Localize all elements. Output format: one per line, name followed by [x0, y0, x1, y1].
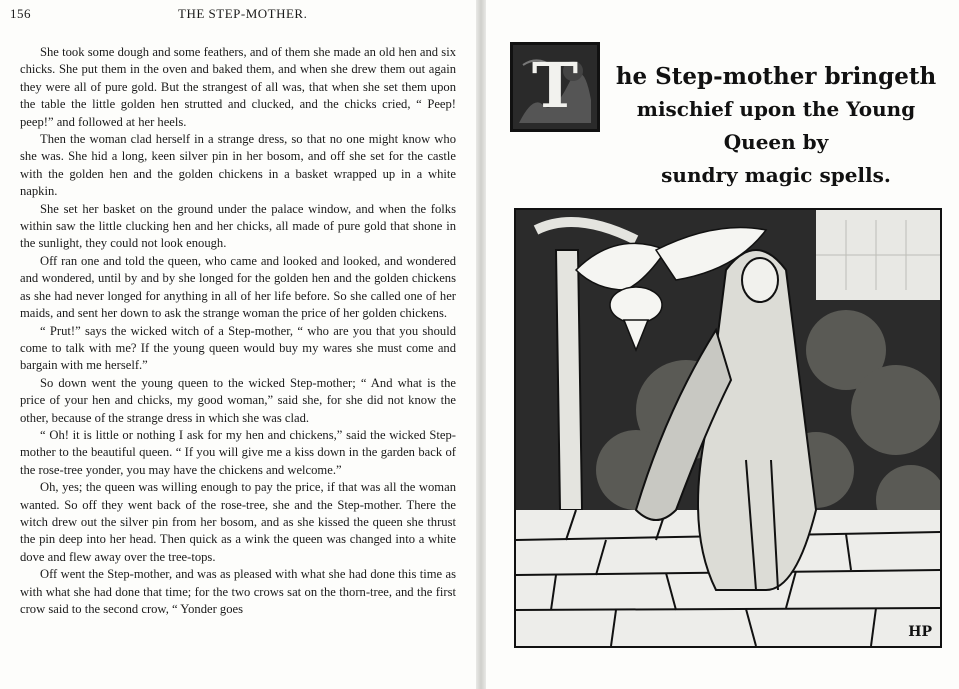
chapter-heading-text	[606, 60, 946, 192]
heading-line: sundry magic spells.	[661, 163, 891, 187]
paragraph: Off went the Step-mother, and was as pleased with what she had done this time as with what she had done that time; for the two crows sat on the thorn-tree, and the first crow said to the second crow, “ Yonder goes	[20, 567, 456, 616]
chapter-heading	[510, 42, 950, 187]
running-head-title: THE STEP-MOTHER.	[178, 6, 308, 21]
initial-ornament-icon	[513, 45, 597, 129]
paragraph: Oh, yes; the queen was willing enough to pay the price, if that was all the woman wanted. So off they went back of the rose-tree, she and the Step-mother. There the witch drew out the silver pin from her bosom, and as she kissed the queen she thrust the pin deep into her head. Then quick as a wink the queen was changed into a white dove and flew away over the tree-tops.	[20, 480, 456, 564]
decorated-initial	[510, 42, 600, 132]
heading-line: he Step-mother bringeth	[615, 63, 937, 90]
dropcap-letter: T	[531, 49, 579, 122]
illustration-artwork	[516, 210, 940, 646]
paragraph: “ Oh! it is little or nothing I ask for my hen and chickens,” said the wicked Step-mother to the beautiful queen. “ If you will give me a kiss down in the garden back of the rose-tree yonder, you may have the chickens and welcome.”	[20, 427, 456, 477]
paragraph: She set her basket on the ground under the palace window, and when the folks within saw the little clucking hen and her chicks, all made of pure gold that shone in the sunlight, they could not look enough.	[20, 201, 456, 251]
page-number: 156	[10, 6, 31, 21]
paragraph: Then the woman clad herself in a strange dress, so that no one might know who she was. She hid a long, keen silver pin in her bosom, and off she set for the castle with the golden hen and the golden chickens in a basket wrapped up in a white napkin.	[20, 132, 456, 199]
paragraph: “ Prut!” says the wicked witch of a Step-mother, “ who are you that you should come to talk with me? If the young queen would buy my wares she must come and bargain with me herself.”	[20, 323, 456, 373]
paragraph: Off ran one and told the queen, who came and looked and looked, and wondered and wondered, until by and by she longed for the golden hen and the golden chickens as she had never longed for anything in all of her life before. So she called one of her maids, and sent her down to ask the strange woman the price of her golden chickens.	[20, 253, 456, 321]
woodcut-illustration	[514, 208, 942, 648]
running-head	[10, 6, 460, 26]
illustrator-monogram: HP	[908, 624, 932, 640]
right-page	[486, 0, 959, 689]
heading-line: mischief upon the Young Queen by	[636, 97, 916, 154]
book-gutter	[476, 0, 486, 689]
body-text	[20, 44, 456, 618]
paragraph: So down went the young queen to the wicked Step-mother; “ And what is the price of your hen and chicks, my good woman,” said she, for she did not know the other, because of the strange dress in which she was clad.	[20, 375, 456, 425]
paragraph: She took some dough and some feathers, and of them she made an old hen and six chicks. She put them in the oven and baked them, and when she drew them out again they were all of pure gold. But the strangest of all was, that when she set them upon the table the little golden hen strutted and clucked, and the chicks cried, “ Peep! peep!” and followed at her heels.	[20, 45, 456, 129]
left-page	[0, 0, 478, 689]
